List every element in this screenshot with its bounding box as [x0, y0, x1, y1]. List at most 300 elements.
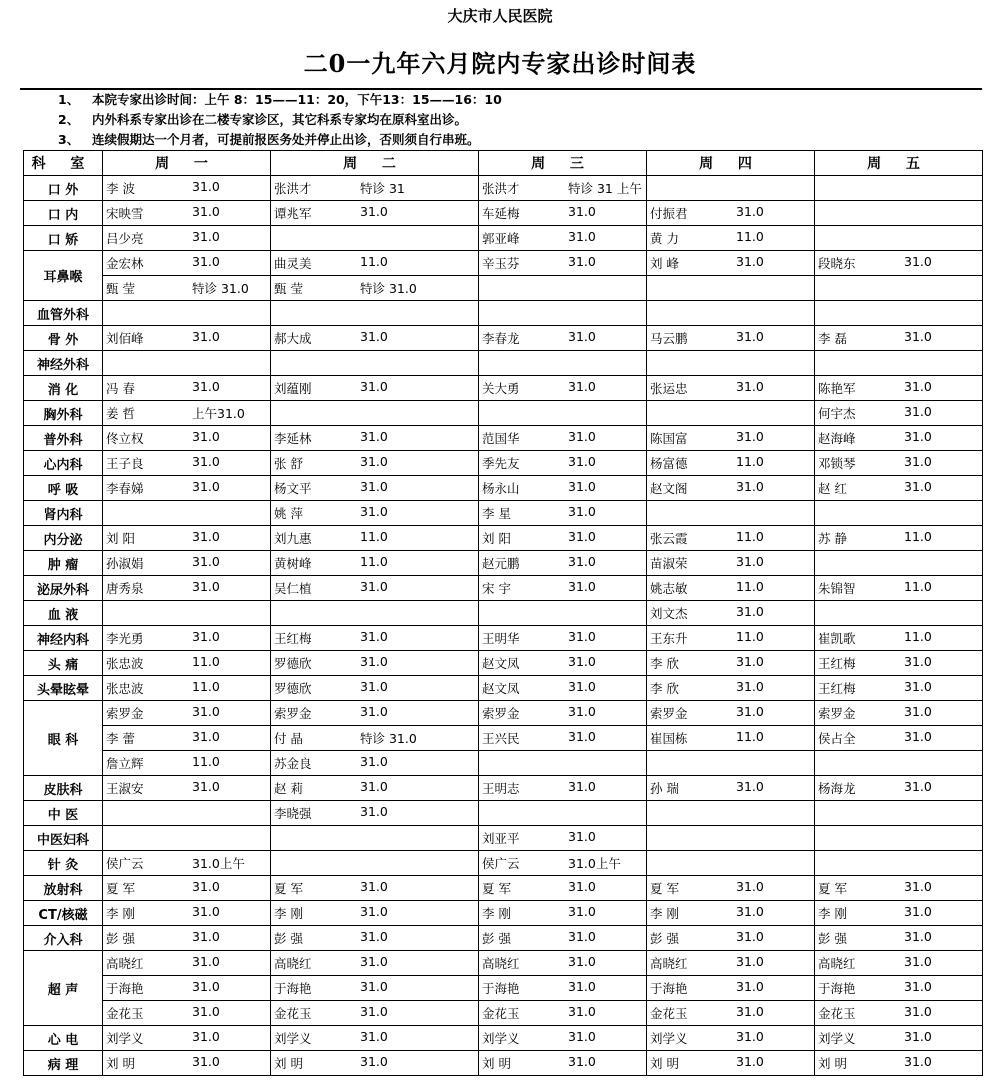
schedule-cell — [647, 401, 815, 426]
doctor-name: 索罗金 — [818, 706, 856, 721]
schedule-cell — [815, 701, 983, 726]
doctor-name: 杨富德 — [650, 456, 688, 471]
doctor-name: 王红梅 — [274, 631, 312, 646]
schedule-cell — [647, 451, 815, 476]
schedule-cell — [479, 751, 647, 776]
schedule-cell — [479, 901, 647, 926]
quota-value: 31.0 — [904, 429, 932, 444]
schedule-cell — [271, 351, 479, 376]
doctor-name: 高晓红 — [650, 956, 688, 971]
quota-value: 11.0 — [360, 254, 388, 269]
schedule-cell — [647, 501, 815, 526]
quota-value: 31.0 — [360, 804, 388, 819]
quota-value: 31.0 — [192, 954, 220, 969]
doctor-name: 李春龙 — [482, 331, 520, 346]
schedule-cell — [479, 776, 647, 801]
doctor-name: 刘 明 — [650, 1056, 679, 1071]
table-row — [24, 876, 983, 901]
doctor-name: 李晓强 — [274, 806, 312, 821]
quota-value: 31.0 — [360, 979, 388, 994]
schedule-cell — [479, 601, 647, 626]
department-cell: 眼 科 — [24, 701, 103, 776]
department-cell: 口 矫 — [24, 226, 103, 251]
schedule-cell — [271, 551, 479, 576]
note-text: 本院专家出诊时间：上午 8：15——11：20，下午13：15——16：10 — [92, 92, 502, 107]
table-row — [24, 176, 983, 201]
schedule-cell — [103, 676, 271, 701]
doctor-name: 黄 力 — [650, 231, 679, 246]
header-monday: 周 一 — [103, 151, 271, 176]
table-row — [24, 751, 983, 776]
department-cell: 中医妇科 — [24, 826, 103, 851]
doctor-name: 范国华 — [482, 431, 520, 446]
schedule-cell — [815, 601, 983, 626]
schedule-cell — [479, 376, 647, 401]
schedule-cell — [103, 326, 271, 351]
doctor-name: 张云霞 — [650, 531, 688, 546]
schedule-cell — [103, 601, 271, 626]
department-cell: 介入科 — [24, 926, 103, 951]
doctor-name: 刘九惠 — [274, 531, 312, 546]
doctor-name: 金宏林 — [106, 256, 144, 271]
doctor-name: 刘 明 — [482, 1056, 511, 1071]
schedule-cell — [479, 276, 647, 301]
schedule-cell — [103, 876, 271, 901]
doctor-name: 彭 强 — [482, 931, 511, 946]
schedule-cell — [479, 326, 647, 351]
doctor-name: 季先友 — [482, 456, 520, 471]
quota-value: 31.0 — [192, 254, 220, 269]
schedule-cell — [271, 901, 479, 926]
department-cell: 中 医 — [24, 801, 103, 826]
table-row — [24, 276, 983, 301]
doctor-name: 李 刚 — [818, 906, 847, 921]
doctor-name: 赵元鹏 — [482, 556, 520, 571]
table-row — [24, 701, 983, 726]
schedule-cell — [103, 551, 271, 576]
quota-value: 11.0 — [736, 729, 764, 744]
quota-value: 31.0 — [904, 954, 932, 969]
doctor-name: 高晓红 — [274, 956, 312, 971]
table-row — [24, 726, 983, 751]
schedule-cell — [647, 376, 815, 401]
quota-value: 31.0 — [568, 629, 596, 644]
doctor-name: 罗德欣 — [274, 681, 312, 696]
quota-value: 31.0 — [360, 1029, 388, 1044]
schedule-cell — [479, 851, 647, 876]
schedule-cell — [103, 926, 271, 951]
schedule-cell — [271, 751, 479, 776]
quota-value: 31.0 — [568, 529, 596, 544]
schedule-cell — [479, 176, 647, 201]
doctor-name: 金花玉 — [106, 1006, 144, 1021]
schedule-cell — [479, 476, 647, 501]
quota-value: 31.0 — [904, 879, 932, 894]
schedule-cell — [647, 326, 815, 351]
doctor-name: 曲灵美 — [274, 256, 312, 271]
doctor-name: 赵海峰 — [818, 431, 856, 446]
doctor-name: 于海艳 — [650, 981, 688, 996]
quota-value: 31.0 — [568, 554, 596, 569]
schedule-cell — [103, 651, 271, 676]
quota-value: 31.0 — [568, 429, 596, 444]
quota-value: 31.0 — [360, 204, 388, 219]
schedule-cell — [815, 951, 983, 976]
quota-value: 31.0 — [736, 879, 764, 894]
quota-value: 31.0 — [360, 954, 388, 969]
quota-value: 11.0 — [192, 679, 220, 694]
doctor-name: 甄 莹 — [274, 281, 303, 296]
schedule-cell — [271, 1026, 479, 1051]
table-row — [24, 976, 983, 1001]
schedule-cell — [479, 926, 647, 951]
schedule-cell — [815, 576, 983, 601]
schedule-cell — [271, 926, 479, 951]
doctor-name: 宋映雪 — [106, 206, 144, 221]
doctor-name: 邓锁琴 — [818, 456, 856, 471]
quota-value: 31.0 — [904, 979, 932, 994]
doctor-name: 王淑安 — [106, 781, 144, 796]
doctor-name: 王兴民 — [482, 731, 520, 746]
quota-value: 31.0 — [736, 479, 764, 494]
schedule-cell — [479, 226, 647, 251]
schedule-cell — [103, 351, 271, 376]
quota-value: 31.0 — [360, 704, 388, 719]
quota-value: 31.0 — [904, 679, 932, 694]
schedule-cell — [479, 701, 647, 726]
table-row — [24, 226, 983, 251]
quota-value: 31.0 — [192, 204, 220, 219]
department-cell: 头晕眩晕 — [24, 676, 103, 701]
doctor-name: 张洪才 — [482, 181, 520, 196]
schedule-cell — [647, 876, 815, 901]
quota-value: 31.0 — [736, 779, 764, 794]
doctor-name: 孙 瑞 — [650, 781, 679, 796]
table-row — [24, 351, 983, 376]
schedule-cell — [815, 451, 983, 476]
schedule-cell — [815, 551, 983, 576]
doctor-name: 谭兆军 — [274, 206, 312, 221]
doctor-name: 张洪才 — [274, 181, 312, 196]
schedule-cell — [103, 751, 271, 776]
doctor-name: 孙淑娟 — [106, 556, 144, 571]
doctor-name: 苏金良 — [274, 756, 312, 771]
quota-value: 31.0 — [360, 429, 388, 444]
schedule-cell — [815, 176, 983, 201]
schedule-cell — [815, 626, 983, 651]
quota-value: 特诊 31 — [360, 181, 405, 196]
quota-value: 31.0 — [736, 379, 764, 394]
schedule-cell — [647, 776, 815, 801]
doctor-name: 彭 强 — [274, 931, 303, 946]
doctor-name: 车延梅 — [482, 206, 520, 221]
schedule-cell — [815, 751, 983, 776]
doctor-name: 侯占全 — [818, 731, 856, 746]
table-row — [24, 626, 983, 651]
doctor-name: 陈艳军 — [818, 381, 856, 396]
quota-value: 31.0 — [192, 454, 220, 469]
schedule-cell — [479, 501, 647, 526]
schedule-cell — [271, 826, 479, 851]
quota-value: 特诊 31.0 — [192, 281, 249, 296]
quota-value: 31.0 — [568, 954, 596, 969]
schedule-cell — [103, 1051, 271, 1076]
doctor-name: 李 刚 — [650, 906, 679, 921]
schedule-cell — [815, 926, 983, 951]
doctor-name: 刘 明 — [274, 1056, 303, 1071]
quota-value: 31.0 — [736, 329, 764, 344]
table-row — [24, 476, 983, 501]
table-row — [24, 301, 983, 326]
schedule-cell — [271, 776, 479, 801]
schedule-cell — [815, 901, 983, 926]
quota-value: 31.0 — [192, 554, 220, 569]
doctor-name: 崔凯歌 — [818, 631, 856, 646]
schedule-cell — [815, 976, 983, 1001]
department-cell: 皮肤科 — [24, 776, 103, 801]
doctor-name: 吴仁植 — [274, 581, 312, 596]
quota-value: 31.0 — [904, 479, 932, 494]
department-cell: 胸外科 — [24, 401, 103, 426]
doctor-name: 于海艳 — [482, 981, 520, 996]
doctor-name: 金花玉 — [482, 1006, 520, 1021]
schedule-cell — [647, 951, 815, 976]
quota-value: 31.0 — [192, 529, 220, 544]
schedule-cell — [103, 901, 271, 926]
schedule-cell — [103, 626, 271, 651]
quota-value: 31.0 — [736, 254, 764, 269]
quota-value: 31.0 — [568, 654, 596, 669]
doctor-name: 刘学义 — [274, 1031, 312, 1046]
doctor-name: 马云鹏 — [650, 331, 688, 346]
quota-value: 11.0 — [736, 229, 764, 244]
schedule-cell — [271, 526, 479, 551]
doctor-name: 佟立权 — [106, 431, 144, 446]
department-cell: 内分泌 — [24, 526, 103, 551]
quota-value: 31.0 — [904, 379, 932, 394]
doctor-name: 彭 强 — [818, 931, 847, 946]
schedule-cell — [479, 526, 647, 551]
quota-value: 31.0 — [568, 929, 596, 944]
schedule-cell — [479, 726, 647, 751]
quota-value: 31.0 — [736, 904, 764, 919]
quota-value: 31.0 — [904, 779, 932, 794]
schedule-cell — [271, 1051, 479, 1076]
schedule-cell — [815, 476, 983, 501]
quota-value: 31.0 — [192, 329, 220, 344]
quota-value: 31.0 — [736, 204, 764, 219]
schedule-cell — [647, 851, 815, 876]
quota-value: 31.0 — [568, 579, 596, 594]
quota-value: 31.0 — [192, 1054, 220, 1069]
department-cell: 心 电 — [24, 1026, 103, 1051]
schedule-cell — [815, 1001, 983, 1026]
department-cell: 骨 外 — [24, 326, 103, 351]
doctor-name: 张忠波 — [106, 681, 144, 696]
department-cell: 血管外科 — [24, 301, 103, 326]
department-cell: 头 痛 — [24, 651, 103, 676]
schedule-cell — [479, 801, 647, 826]
department-cell: 泌尿外科 — [24, 576, 103, 601]
schedule-cell — [271, 276, 479, 301]
doctor-name: 张 舒 — [274, 456, 303, 471]
schedule-cell — [271, 701, 479, 726]
header-thursday: 周 四 — [647, 151, 815, 176]
schedule-cell — [479, 576, 647, 601]
doctor-name: 刘蕴刚 — [274, 381, 312, 396]
schedule-cell — [103, 251, 271, 276]
table-row — [24, 451, 983, 476]
schedule-cell — [103, 376, 271, 401]
department-cell: 血 液 — [24, 601, 103, 626]
doctor-name: 高晓红 — [106, 956, 144, 971]
doctor-name: 杨海龙 — [818, 781, 856, 796]
quota-value: 11.0 — [904, 579, 932, 594]
schedule-cell — [479, 676, 647, 701]
schedule-cell — [815, 776, 983, 801]
table-row — [24, 676, 983, 701]
schedule-cell — [647, 476, 815, 501]
schedule-cell — [271, 876, 479, 901]
schedule-cell — [647, 226, 815, 251]
doctor-name: 李 欣 — [650, 681, 679, 696]
schedule-cell — [271, 226, 479, 251]
doctor-name: 刘亚平 — [482, 831, 520, 846]
table-row — [24, 576, 983, 601]
doctor-name: 金花玉 — [818, 1006, 856, 1021]
doctor-name: 辛玉芬 — [482, 256, 520, 271]
quota-value: 31.0 — [192, 729, 220, 744]
doctor-name: 彭 强 — [650, 931, 679, 946]
schedule-cell — [815, 326, 983, 351]
quota-value: 11.0 — [736, 529, 764, 544]
schedule-cell — [815, 426, 983, 451]
quota-value: 11.0 — [736, 579, 764, 594]
quota-value: 31.0 — [904, 1054, 932, 1069]
quota-value: 31.0 — [568, 254, 596, 269]
doctor-name: 赵 红 — [818, 481, 847, 496]
quota-value: 11.0 — [360, 529, 388, 544]
quota-value: 31.0 — [192, 704, 220, 719]
schedule-cell — [815, 651, 983, 676]
department-cell: 心内科 — [24, 451, 103, 476]
schedule-cell — [103, 976, 271, 1001]
doctor-name: 索罗金 — [482, 706, 520, 721]
schedule-cell — [647, 176, 815, 201]
quota-value: 31.0 — [360, 454, 388, 469]
schedule-cell — [647, 1026, 815, 1051]
quota-value: 31.0 — [192, 1004, 220, 1019]
quota-value: 31.0 — [736, 1004, 764, 1019]
quota-value: 11.0 — [904, 629, 932, 644]
doctor-name: 李 波 — [106, 181, 135, 196]
doctor-name: 朱锦智 — [818, 581, 856, 596]
department-cell: 肾内科 — [24, 501, 103, 526]
quota-value: 31.0 — [568, 704, 596, 719]
department-cell: CT/核磁 — [24, 901, 103, 926]
quota-value: 31.0 — [192, 629, 220, 644]
schedule-cell — [647, 901, 815, 926]
schedule-cell — [647, 926, 815, 951]
schedule-cell — [271, 1001, 479, 1026]
schedule-cell — [271, 626, 479, 651]
schedule-cell — [271, 301, 479, 326]
schedule-cell — [647, 1051, 815, 1076]
doctor-name: 赵文凤 — [482, 656, 520, 671]
quota-value: 上午31.0 — [192, 406, 245, 421]
schedule-cell — [815, 876, 983, 901]
table-row — [24, 326, 983, 351]
note-1 — [58, 91, 502, 109]
doctor-name: 李 刚 — [274, 906, 303, 921]
doctor-name: 刘 峰 — [650, 256, 679, 271]
schedule-cell — [479, 1051, 647, 1076]
schedule-cell — [647, 976, 815, 1001]
schedule-cell — [271, 951, 479, 976]
quota-value: 31.0 — [736, 604, 764, 619]
doctor-name: 刘文杰 — [650, 606, 688, 621]
doctor-name: 罗德欣 — [274, 656, 312, 671]
schedule-cell — [103, 301, 271, 326]
quota-value: 31.0 — [904, 904, 932, 919]
quota-value: 31.0 — [360, 579, 388, 594]
schedule-cell — [647, 351, 815, 376]
schedule-cell — [647, 551, 815, 576]
schedule-cell — [647, 1001, 815, 1026]
schedule-cell — [103, 776, 271, 801]
doctor-name: 赵文凤 — [482, 681, 520, 696]
quota-value: 31.0 — [360, 329, 388, 344]
table-row — [24, 201, 983, 226]
quota-value: 31.0 — [904, 454, 932, 469]
doctor-name: 王红梅 — [818, 681, 856, 696]
doctor-name: 张运忠 — [650, 381, 688, 396]
note-2 — [58, 111, 467, 129]
quota-value: 特诊 31.0 — [360, 731, 417, 746]
quota-value: 31.0 — [568, 204, 596, 219]
doctor-name: 付振君 — [650, 206, 688, 221]
quota-value: 31.0 — [568, 729, 596, 744]
schedule-cell — [271, 601, 479, 626]
doctor-name: 杨永山 — [482, 481, 520, 496]
schedule-cell — [103, 176, 271, 201]
doctor-name: 索罗金 — [650, 706, 688, 721]
doctor-name: 王明华 — [482, 631, 520, 646]
quota-value: 31.0 — [192, 979, 220, 994]
schedule-cell — [271, 476, 479, 501]
quota-value: 31.0 — [568, 904, 596, 919]
schedule-cell — [647, 651, 815, 676]
table-row — [24, 651, 983, 676]
quota-value: 11.0 — [736, 629, 764, 644]
schedule-cell — [479, 1001, 647, 1026]
doctor-name: 姚志敏 — [650, 581, 688, 596]
quota-value: 31.0 — [360, 904, 388, 919]
schedule-cell — [271, 251, 479, 276]
schedule-cell — [479, 551, 647, 576]
schedule-cell — [815, 376, 983, 401]
schedule-cell — [815, 1051, 983, 1076]
doctor-name: 彭 强 — [106, 931, 135, 946]
quota-value: 31.0 — [736, 554, 764, 569]
schedule-cell — [479, 651, 647, 676]
department-cell: 呼 吸 — [24, 476, 103, 501]
quota-value: 31.0 — [192, 379, 220, 394]
doctor-name: 索罗金 — [274, 706, 312, 721]
quota-value: 31.0 — [360, 679, 388, 694]
quota-value: 31.0 — [904, 729, 932, 744]
doctor-name: 索罗金 — [106, 706, 144, 721]
